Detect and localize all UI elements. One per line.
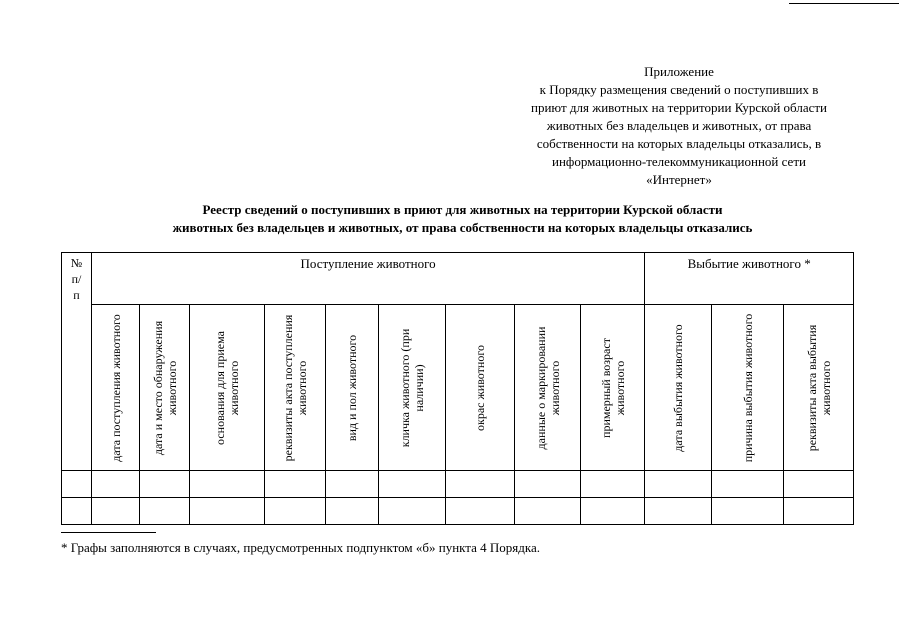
table-cell[interactable] <box>140 471 190 498</box>
table-cell[interactable] <box>645 498 712 525</box>
footnote-rule <box>61 532 156 533</box>
table-cell[interactable] <box>140 498 190 525</box>
document-title <box>60 201 865 237</box>
title-line-2: животных без владельцев и животных, от права собственности на которых владельцы отказались <box>172 220 753 235</box>
column-header <box>190 305 265 471</box>
table-cell[interactable] <box>190 498 265 525</box>
column-header <box>784 305 854 471</box>
appendix-line: Приложение <box>644 64 714 79</box>
table-cell[interactable] <box>712 498 784 525</box>
registry-table <box>61 252 854 525</box>
table-cell[interactable] <box>326 471 379 498</box>
column-header <box>581 305 645 471</box>
table-cell[interactable] <box>265 471 326 498</box>
appendix-line: «Интернет» <box>646 172 712 187</box>
table-cell[interactable] <box>712 471 784 498</box>
number-header-line: п/ <box>71 272 82 286</box>
table-cell[interactable] <box>379 471 446 498</box>
column-header <box>140 305 190 471</box>
table-cell[interactable] <box>581 498 645 525</box>
table-cell[interactable] <box>784 471 854 498</box>
appendix-line: животных без владельцев и животных, от права <box>546 118 812 133</box>
table-cell[interactable] <box>784 498 854 525</box>
group-header-departure: Выбытие животного * <box>645 253 854 305</box>
top-rule <box>789 3 899 4</box>
column-header <box>379 305 446 471</box>
table-cell[interactable] <box>92 471 140 498</box>
appendix-line: приют для животных на территории Курской области <box>531 100 827 115</box>
table-row <box>62 471 854 498</box>
column-header-label: кличка животного (при наличии) <box>398 328 426 447</box>
appendix-line: собственности на которых владельцы отказались, в <box>536 136 822 151</box>
table-cell[interactable] <box>190 471 265 498</box>
footnote: * Графы заполняются в случаях, предусмотренных подпунктом «б» пункта 4 Порядка. <box>61 540 541 555</box>
number-header <box>62 253 92 471</box>
table-cell[interactable] <box>379 498 446 525</box>
column-header-label: основания для приема животного <box>213 330 241 445</box>
appendix-line: к Порядку размещения сведений о поступивших в <box>539 82 819 97</box>
table-cell[interactable] <box>581 471 645 498</box>
column-header-label: реквизиты акта выбытия животного <box>804 324 833 451</box>
number-header-line: п <box>73 288 80 302</box>
number-header-line: № <box>70 256 83 270</box>
column-header <box>326 305 379 471</box>
column-header-label: дата выбытия животного <box>671 323 686 452</box>
table-cell[interactable] <box>265 498 326 525</box>
appendix-block <box>498 63 860 189</box>
column-header-label: реквизиты акта поступления животного <box>281 314 309 461</box>
column-header-label: причина выбытия животного <box>740 313 755 462</box>
table-row <box>62 498 854 525</box>
column-header <box>265 305 326 471</box>
table-cell[interactable] <box>446 471 515 498</box>
column-header-label: дата поступления животного <box>108 313 123 462</box>
table-cell[interactable] <box>326 498 379 525</box>
column-header <box>446 305 515 471</box>
column-header <box>92 305 140 471</box>
column-header <box>515 305 581 471</box>
column-header-label: дата и место обнаружения животного <box>150 320 179 455</box>
table-cell[interactable] <box>645 471 712 498</box>
table-cell[interactable] <box>446 498 515 525</box>
column-header <box>645 305 712 471</box>
column-header-label: окрас животного <box>473 344 487 431</box>
group-header-arrival: Поступление животного <box>92 253 645 305</box>
table-cell[interactable] <box>62 471 92 498</box>
column-header-label: данные о маркировании животного <box>533 326 562 449</box>
table-cell[interactable] <box>515 471 581 498</box>
table-cell[interactable] <box>62 498 92 525</box>
title-line-1: Реестр сведений о поступивших в приют для животных на территории Курской области <box>202 202 723 217</box>
column-header <box>712 305 784 471</box>
column-header-label: вид и пол животного <box>345 334 359 441</box>
table-cell[interactable] <box>515 498 581 525</box>
table-cell[interactable] <box>92 498 140 525</box>
column-header-label: примерный возраст животного <box>598 337 627 438</box>
appendix-line: информационно-телекоммуникационной сети <box>552 154 806 169</box>
